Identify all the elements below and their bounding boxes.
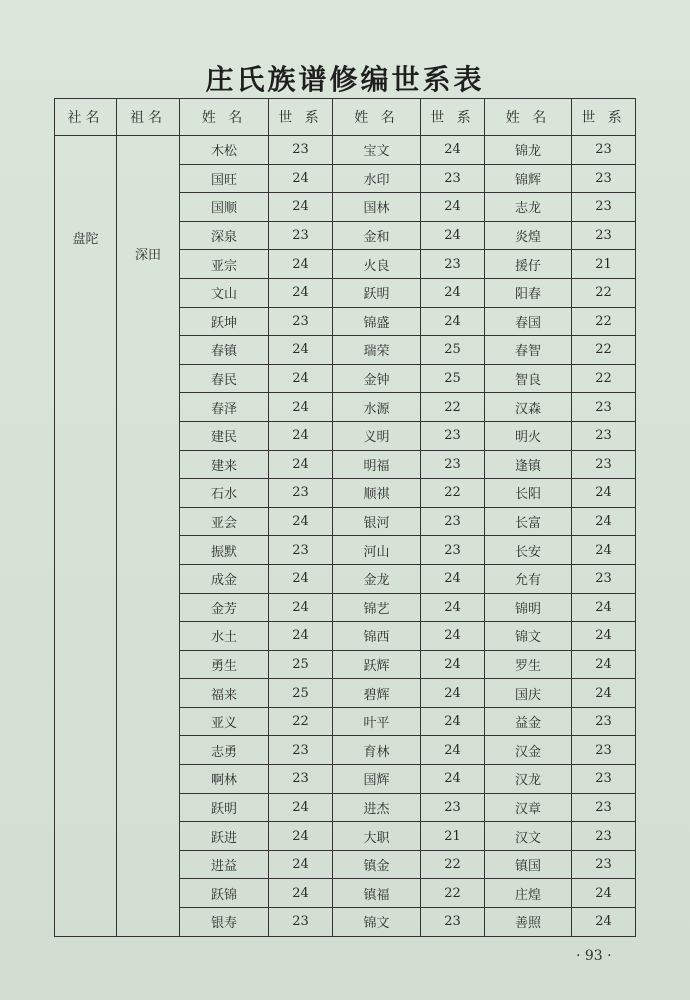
generation-cell: 25: [269, 679, 333, 708]
name-cell: 锦盛: [333, 307, 421, 336]
name-cell: 亚会: [180, 507, 269, 536]
generation-cell: 24: [421, 650, 485, 679]
name-cell: 水印: [333, 164, 421, 193]
generation-cell: 24: [421, 707, 485, 736]
name-cell: 智良: [485, 364, 572, 393]
name-cell: 汉章: [485, 793, 572, 822]
name-cell: 援仔: [485, 250, 572, 279]
generation-cell: 24: [269, 879, 333, 908]
name-cell: 跃明: [333, 278, 421, 307]
generation-cell: 23: [572, 450, 636, 479]
generation-cell: 24: [269, 564, 333, 593]
generation-cell: 24: [421, 622, 485, 651]
name-cell: 石水: [180, 479, 269, 508]
name-cell: 福来: [180, 679, 269, 708]
generation-cell: 23: [269, 307, 333, 336]
name-cell: 汉龙: [485, 765, 572, 794]
generation-cell: 23: [572, 793, 636, 822]
name-cell: 明火: [485, 421, 572, 450]
generation-cell: 24: [269, 507, 333, 536]
table-header-row: [55, 99, 636, 136]
generation-cell: 23: [572, 393, 636, 422]
generation-cell: 23: [572, 707, 636, 736]
generation-cell: 23: [269, 536, 333, 565]
generation-cell: 23: [269, 765, 333, 794]
generation-cell: 22: [572, 364, 636, 393]
generation-cell: 23: [269, 479, 333, 508]
name-cell: 阳春: [485, 278, 572, 307]
generation-cell: 24: [269, 164, 333, 193]
generation-cell: 24: [421, 307, 485, 336]
name-cell: 跃进: [180, 822, 269, 851]
name-cell: 金芳: [180, 593, 269, 622]
name-cell: 义明: [333, 421, 421, 450]
generation-cell: 24: [572, 479, 636, 508]
generation-cell: 24: [421, 765, 485, 794]
name-cell: 汉金: [485, 736, 572, 765]
generation-cell: 24: [572, 908, 636, 937]
name-cell: 银寿: [180, 908, 269, 937]
name-cell: 瑞荣: [333, 336, 421, 365]
name-cell: 春智: [485, 336, 572, 365]
generation-cell: 25: [421, 336, 485, 365]
name-cell: 亚宗: [180, 250, 269, 279]
generation-cell: 23: [269, 908, 333, 937]
generation-cell: 23: [421, 536, 485, 565]
name-cell: 河山: [333, 536, 421, 565]
name-cell: 金钟: [333, 364, 421, 393]
generation-cell: 24: [269, 450, 333, 479]
generation-cell: 24: [572, 622, 636, 651]
name-cell: 勇生: [180, 650, 269, 679]
name-cell: 国辉: [333, 765, 421, 794]
name-cell: 银河: [333, 507, 421, 536]
generation-cell: 24: [269, 593, 333, 622]
name-cell: 进益: [180, 850, 269, 879]
name-cell: 庄煌: [485, 879, 572, 908]
name-cell: 进杰: [333, 793, 421, 822]
genealogy-table: [54, 98, 636, 937]
name-cell: 宝文: [333, 136, 421, 165]
name-cell: 振默: [180, 536, 269, 565]
name-cell: 志勇: [180, 736, 269, 765]
name-cell: 春民: [180, 364, 269, 393]
name-cell: 善照: [485, 908, 572, 937]
name-cell: 国林: [333, 193, 421, 222]
generation-cell: 24: [572, 879, 636, 908]
name-cell: 国顺: [180, 193, 269, 222]
header-cell: 姓 名: [180, 99, 269, 136]
generation-cell: 23: [269, 221, 333, 250]
name-cell: 大职: [333, 822, 421, 851]
generation-cell: 23: [572, 564, 636, 593]
generation-cell: 22: [421, 479, 485, 508]
generation-cell: 24: [269, 393, 333, 422]
generation-cell: 24: [421, 736, 485, 765]
generation-cell: 24: [269, 193, 333, 222]
header-cell: 姓 名: [485, 99, 572, 136]
generation-cell: 24: [421, 278, 485, 307]
generation-cell: 24: [269, 336, 333, 365]
table-row: [55, 136, 636, 165]
generation-cell: 21: [572, 250, 636, 279]
generation-cell: 24: [572, 593, 636, 622]
name-cell: 炎煌: [485, 221, 572, 250]
generation-cell: 22: [421, 850, 485, 879]
name-cell: 锦辉: [485, 164, 572, 193]
name-cell: 火良: [333, 250, 421, 279]
name-cell: 锦文: [333, 908, 421, 937]
name-cell: 逢镇: [485, 450, 572, 479]
header-cell: 祖名: [117, 99, 180, 136]
generation-cell: 23: [421, 908, 485, 937]
generation-cell: 25: [269, 650, 333, 679]
name-cell: 镇金: [333, 850, 421, 879]
name-cell: 金龙: [333, 564, 421, 593]
header-cell: 社名: [55, 99, 117, 136]
generation-cell: 24: [421, 564, 485, 593]
name-cell: 志龙: [485, 193, 572, 222]
name-cell: 深泉: [180, 221, 269, 250]
header-cell: 姓 名: [333, 99, 421, 136]
generation-cell: 24: [421, 193, 485, 222]
name-cell: 叶平: [333, 707, 421, 736]
name-cell: 春镇: [180, 336, 269, 365]
generation-cell: 22: [269, 707, 333, 736]
generation-cell: 24: [269, 622, 333, 651]
name-cell: 跃明: [180, 793, 269, 822]
generation-cell: 23: [421, 793, 485, 822]
generation-cell: 24: [269, 822, 333, 851]
name-cell: 文山: [180, 278, 269, 307]
generation-cell: 24: [572, 679, 636, 708]
generation-cell: 23: [572, 850, 636, 879]
name-cell: 长安: [485, 536, 572, 565]
generation-cell: 24: [421, 593, 485, 622]
name-cell: 春国: [485, 307, 572, 336]
name-cell: 国庆: [485, 679, 572, 708]
name-cell: 金和: [333, 221, 421, 250]
name-cell: 汉森: [485, 393, 572, 422]
generation-cell: 24: [421, 221, 485, 250]
name-cell: 允有: [485, 564, 572, 593]
name-cell: 成金: [180, 564, 269, 593]
header-cell: 世 系: [421, 99, 485, 136]
generation-cell: 23: [421, 507, 485, 536]
generation-cell: 22: [572, 307, 636, 336]
page-title: 庄氏族谱修编世系表: [205, 63, 485, 96]
page-number: · 93 ·: [576, 948, 612, 964]
generation-cell: 23: [269, 136, 333, 165]
name-cell: 锦西: [333, 622, 421, 651]
ancestor-name-cell: 深田: [117, 136, 180, 937]
generation-cell: 22: [421, 393, 485, 422]
generation-cell: 24: [269, 278, 333, 307]
generation-cell: 23: [421, 450, 485, 479]
name-cell: 建民: [180, 421, 269, 450]
generation-cell: 24: [269, 250, 333, 279]
name-cell: 镇福: [333, 879, 421, 908]
generation-cell: 23: [269, 736, 333, 765]
generation-cell: 24: [269, 421, 333, 450]
generation-cell: 24: [421, 136, 485, 165]
generation-cell: 25: [421, 364, 485, 393]
generation-cell: 24: [269, 850, 333, 879]
name-cell: 木松: [180, 136, 269, 165]
header-cell: 世 系: [572, 99, 636, 136]
generation-cell: 24: [572, 507, 636, 536]
generation-cell: 24: [572, 650, 636, 679]
name-cell: 长富: [485, 507, 572, 536]
generation-cell: 24: [269, 793, 333, 822]
header-cell: 世 系: [269, 99, 333, 136]
generation-cell: 23: [421, 421, 485, 450]
table-body: [55, 136, 636, 937]
name-cell: 锦明: [485, 593, 572, 622]
name-cell: 水源: [333, 393, 421, 422]
name-cell: 锦文: [485, 622, 572, 651]
name-cell: 顺祺: [333, 479, 421, 508]
name-cell: 跃辉: [333, 650, 421, 679]
generation-cell: 24: [269, 364, 333, 393]
name-cell: 明福: [333, 450, 421, 479]
name-cell: 长阳: [485, 479, 572, 508]
name-cell: 建来: [180, 450, 269, 479]
generation-cell: 23: [572, 164, 636, 193]
generation-cell: 23: [572, 193, 636, 222]
generation-cell: 22: [572, 278, 636, 307]
name-cell: 亚义: [180, 707, 269, 736]
name-cell: 罗生: [485, 650, 572, 679]
name-cell: 益金: [485, 707, 572, 736]
generation-cell: 23: [572, 221, 636, 250]
name-cell: 跃坤: [180, 307, 269, 336]
name-cell: 水土: [180, 622, 269, 651]
name-cell: 锦龙: [485, 136, 572, 165]
generation-cell: 23: [421, 250, 485, 279]
name-cell: 育林: [333, 736, 421, 765]
name-cell: 碧辉: [333, 679, 421, 708]
generation-cell: 22: [421, 879, 485, 908]
generation-cell: 23: [572, 736, 636, 765]
generation-cell: 23: [572, 822, 636, 851]
name-cell: 锦艺: [333, 593, 421, 622]
name-cell: 跃锦: [180, 879, 269, 908]
generation-cell: 21: [421, 822, 485, 851]
generation-cell: 23: [421, 164, 485, 193]
generation-cell: 24: [421, 679, 485, 708]
name-cell: 春泽: [180, 393, 269, 422]
generation-cell: 23: [572, 421, 636, 450]
generation-cell: 22: [572, 336, 636, 365]
name-cell: 汉文: [485, 822, 572, 851]
generation-cell: 24: [572, 536, 636, 565]
generation-cell: 23: [572, 136, 636, 165]
generation-cell: 23: [572, 765, 636, 794]
name-cell: 国旺: [180, 164, 269, 193]
village-name-cell: 盘陀: [55, 136, 117, 937]
name-cell: 啊林: [180, 765, 269, 794]
name-cell: 镇国: [485, 850, 572, 879]
